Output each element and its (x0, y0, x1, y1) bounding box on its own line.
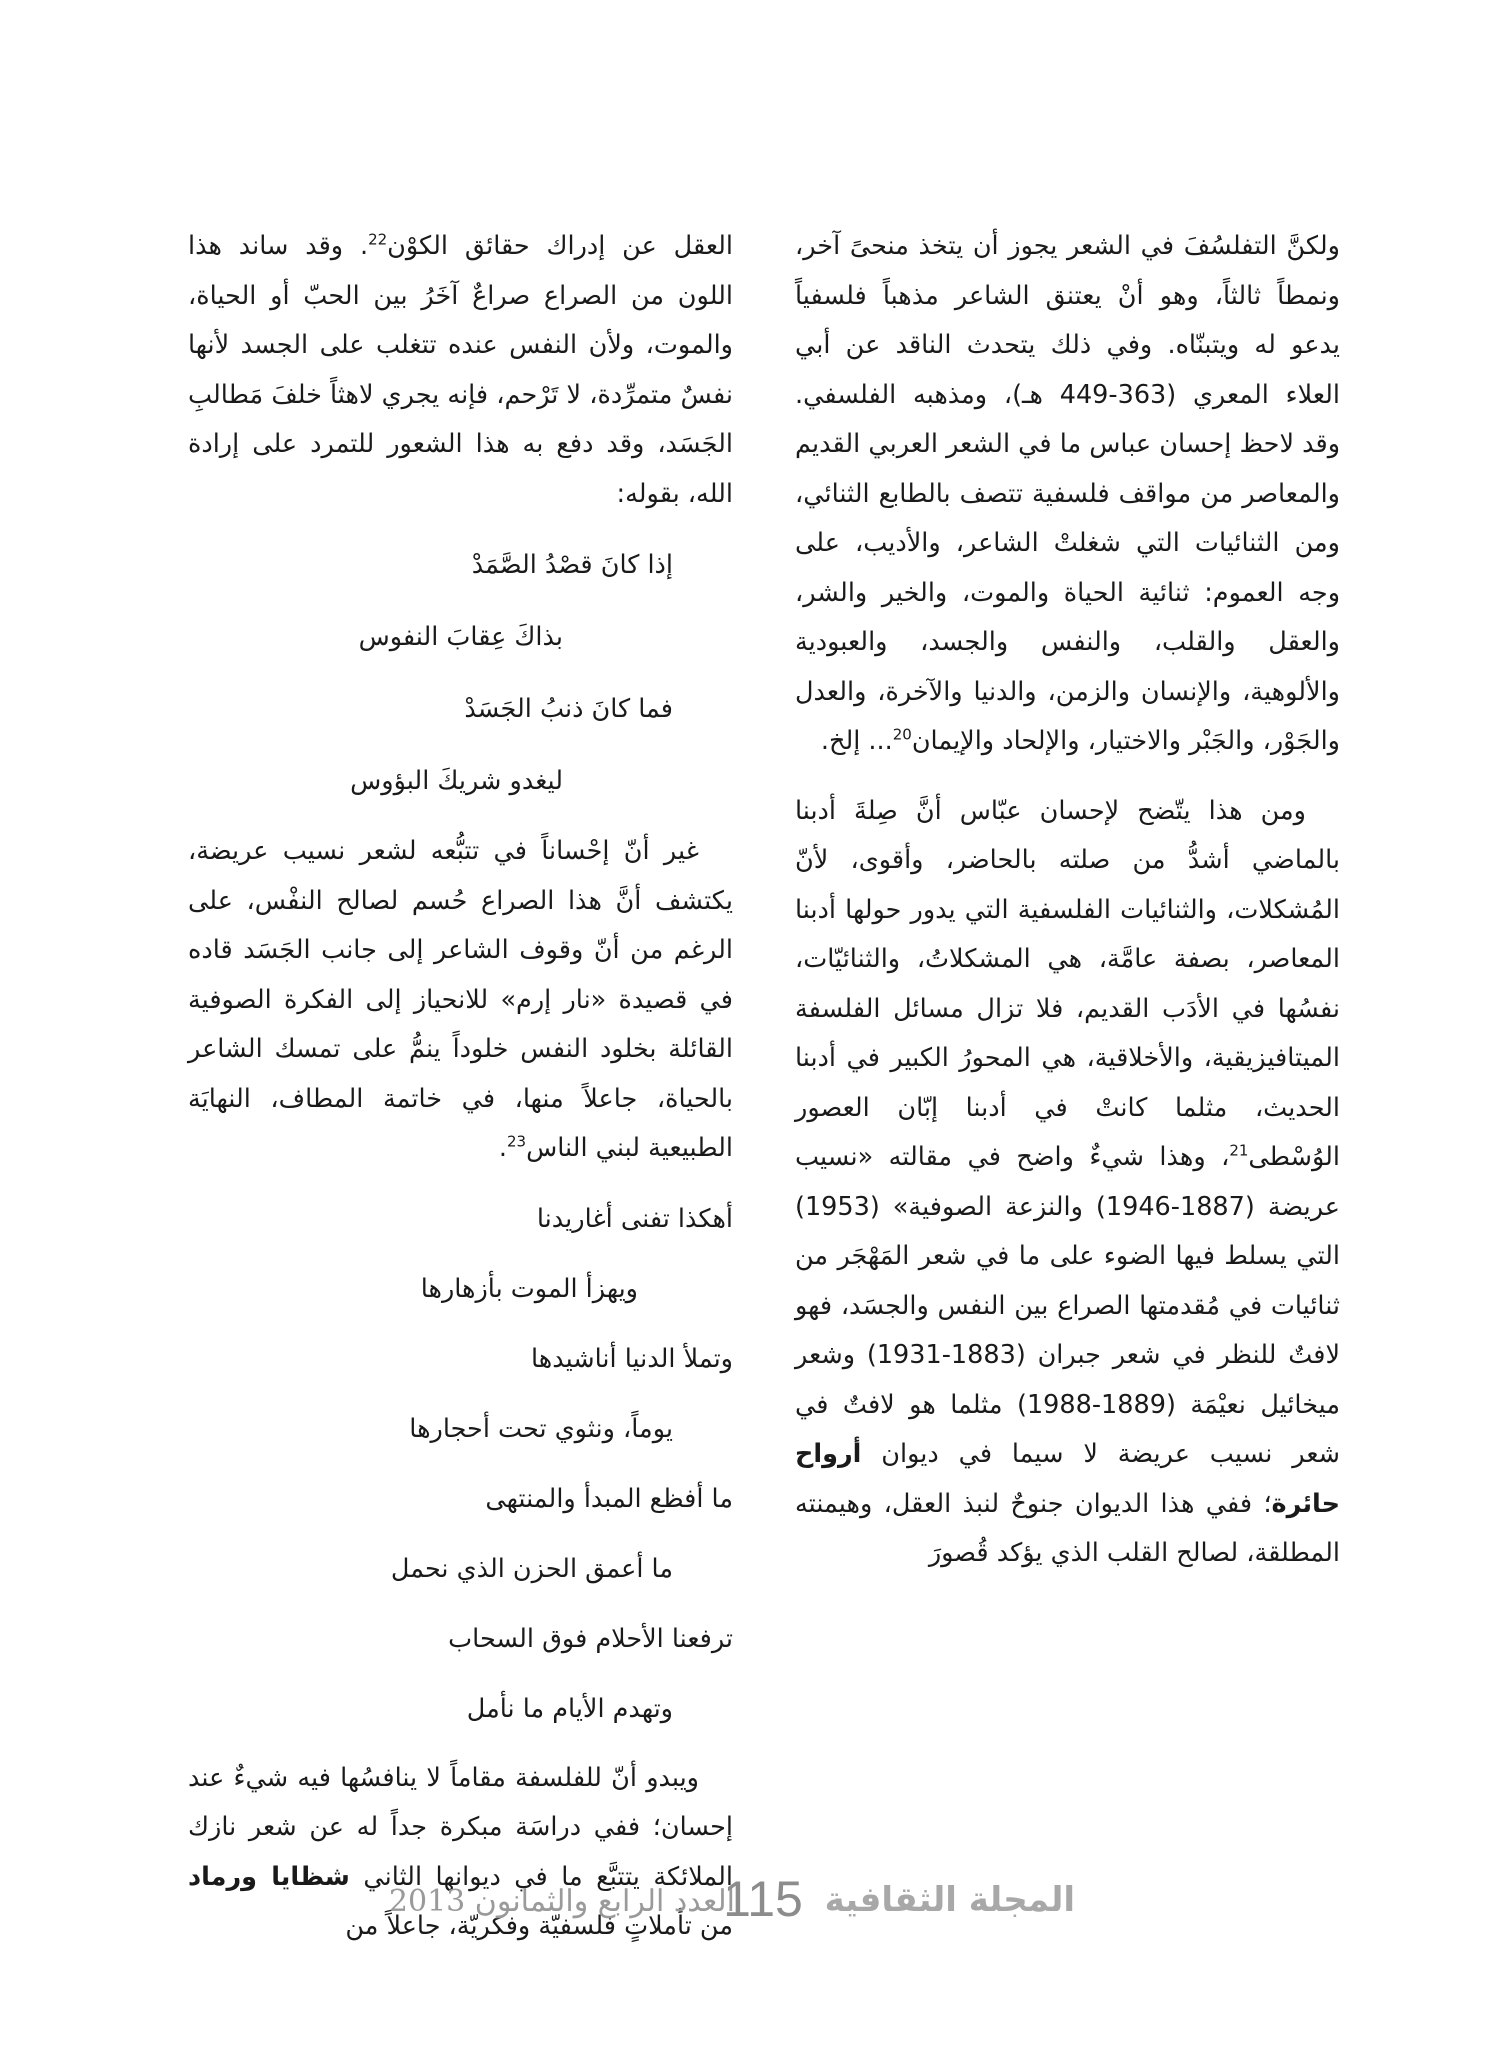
verse-line: بذاكَ عِقابَ النفوس (358, 622, 563, 652)
text-line: اللون من الصراع صراعٌ آخَرُ بين الحبّ أو الحياة، (188, 280, 733, 311)
verse-block-2 (188, 1194, 733, 1734)
paragraph-philosophy-intro (795, 222, 1340, 767)
book-title-arwah-haira: أرواح حائرة (795, 1439, 1340, 1519)
text-line: عريضة، يكتشف أنَّ هذا الصراع حُسم لصالح (188, 836, 733, 916)
text-line: المحورُ الكبير في أدبنا الحديث، مثلما كانتْ (795, 1043, 1341, 1123)
verse-line: إذا كانَ قصْدُ الصَّمَدْ (471, 550, 673, 580)
text-line: عند إحسان؛ ففي دراسَة مبكرة جداً له عن شعر (188, 1762, 733, 1842)
text-line: والموت، ولأن النفس عنده تتغلب على الجسد لأنها (188, 330, 733, 360)
text-line: في أدبنا إبّان العصور الوُسْطى (795, 1092, 1340, 1172)
verse-line: فما كانَ ذنبُ الجَسَدْ (464, 694, 673, 724)
issue-label: العدد الرابع والثمانون 2013 (388, 1884, 735, 1919)
text-line: المُشكلات، والثنائيات الفلسفية التي يدور حولها (845, 894, 1341, 925)
verse-line: ما أعمق الحزن الذي نحمل (390, 1553, 673, 1584)
verse-line: وتملأ الدنيا أناشيدها (531, 1343, 733, 1374)
text-line: ، وهذا شيءٌ (1089, 1142, 1230, 1172)
text-line: للنظر في شعر جبران (1883-1931) وشعر (795, 1340, 1277, 1370)
text-line: إلى الفكرة الصوفية القائلة بخلود النفس خلوداً (188, 984, 734, 1064)
text-line: مُقدمتها الصراع بين النفس والجسَد، فهو لافتٌ (795, 1290, 1340, 1370)
text-line: شغلتْ الشاعر، والأديب، على وجه العموم: ثنائية (795, 528, 1341, 608)
footnote-ref-22: 22 (368, 230, 388, 249)
text-line: من تأملاتٍ فلسفيّة وفكريّة، جاعلاً من (345, 1911, 733, 1941)
verse-line: وتهدم الأيام ما نأمل (466, 1693, 673, 1724)
text-line: والنزعة الصوفية» (1953) التي يسلط فيها (795, 1191, 1341, 1271)
text-line: ولكنَّ التفلسُفَ في الشعر يجوز أن يتخذ منحىً (849, 231, 1340, 261)
text-line: . (498, 1133, 507, 1163)
paragraph-nasib-arida (188, 827, 733, 1174)
text-line: والاختيار، والإلحاد والإيمان (911, 726, 1182, 756)
right-column (795, 222, 1340, 1599)
footnote-ref-20: 20 (892, 725, 912, 744)
text-line: الحياة والموت، والخير والشر، والعقل والقلب، (795, 577, 1340, 657)
book-title-shazaya-wa-ramad: شظايا ورماد (188, 1861, 350, 1892)
verse-line: ترفعنا الأحلام فوق السحاب (448, 1623, 733, 1654)
footnote-ref-21: 21 (1229, 1141, 1249, 1160)
text-line: والنفس والجسد، والعبودية والألوهية، والإنسان (795, 627, 1340, 707)
text-line: الفلسفي. وقد لاحظ إحسان عباس ما في الشعر (795, 379, 1341, 459)
text-line: ومن هذا يتّضح لإحسان عبّاس أنَّ صِلةَ أدبنا (795, 795, 1306, 826)
text-line: جانب الجَسَد قاده في قصيدة «نار إرم» للانحياز (188, 935, 733, 1015)
text-line: فلسفياً يدعو له ويتبنّاه. وفي ذلك يتحدث الناقد (795, 280, 1340, 360)
text-line: نازك الملائكة يتتبَّع ما في ديوانها الثاني (188, 1812, 734, 1892)
text-line: نفسٌ متمرِّدة، لا تَرْحم، فإنه يجري لاهثاً خلفَ (271, 379, 734, 410)
verse-line: ما أفظع المبدأ والمنتهى (485, 1483, 733, 1514)
text-line: خاتمة المطاف، النهايَة الطبيعية لبني الناس (188, 1083, 733, 1163)
verse-line: ويهزأ الموت بأزهارها (420, 1273, 638, 1304)
magazine-logo: المجلة الثقافية (824, 1880, 1075, 1920)
text-line: والثنائيّات، نفسُها في الأدَب القديم، فلا تزال (795, 944, 1340, 1024)
text-line: الضوء على ما في شعر المَهْجَر من ثنائيات في (795, 1241, 1340, 1321)
text-line: العربي القديم والمعاصر من مواقف فلسفية (795, 429, 1340, 509)
text-line: وهيمنته المطلقة، لصالح القلب الذي يؤكد قُصورَ (795, 1488, 1340, 1568)
text-line: على إرادة الله، بقوله: (188, 429, 733, 509)
text-line: ينمُّ على تمسك الشاعر بالحياة، جاعلاً منها، في (188, 1034, 734, 1114)
text-line: في شعر نسيب عريضة لا سيما في ديوان (795, 1389, 1340, 1469)
text-line: العقل عن إدراك حقائق الكوْن (387, 231, 733, 261)
page-footer (0, 1870, 1497, 1930)
text-line: آخر، ونمطاً ثالثاً، وهو أنْ يعتنق الشاعر مذهباً (795, 231, 1340, 311)
text-line: ميخائيل نعيْمَة (1889-1988) مثلما هو لافتٌ (842, 1389, 1341, 1420)
left-column (188, 222, 733, 1972)
text-line: أدبنا المعاصر، بصفة عامَّة، هي المشكلاتُ، (795, 894, 1340, 974)
footnote-ref-23: 23 (507, 1132, 527, 1151)
text-line: ويبدو أنّ للفلسفة مقاماً لا ينافسُها فيه شيءٌ (233, 1762, 699, 1793)
text-line: . وقد ساند هذا (188, 231, 369, 261)
text-line: غير أنّ إحْساناً في تتبُّعه لشعر نسيب (282, 836, 699, 866)
verse-line: أهكذا تفنى أغاريدنا (536, 1203, 733, 1234)
text-line: واضح في مقالته «نسيب عريضة (1887-1946) (795, 1142, 1340, 1222)
text-line: ... إلخ. (820, 726, 893, 756)
verse-line: ليغدو شريكَ البؤوس (350, 766, 563, 796)
text-line: مَطالبِ الجَسَد، وقد دفع به هذا الشعور للتمرد (188, 379, 734, 459)
text-line: والزمن، والدنيا والآخرة، والعدل والجَوْر، والجَبْر (795, 676, 1340, 756)
text-line: النفْس، على الرغم من أنّ وقوف الشاعر إلى (188, 885, 733, 965)
text-line: تتصف بالطابع الثنائي، ومن الثنائيات التي (795, 478, 1341, 558)
verse-block-1 (188, 539, 733, 807)
text-line: عن أبي العلاء المعري (363-449 هـ)، ومذهبه (795, 330, 1340, 410)
text-line: مسائل الفلسفة الميتافيزيقية، والأخلاقية، هي (795, 993, 1340, 1073)
page-number: 115 (723, 1871, 803, 1927)
paragraph-reason-conflict (188, 222, 733, 519)
paragraph-ihsan-abbas (795, 787, 1340, 1579)
text-line: ؛ ففي هذا الديوان جنوحٌ لنبذ العقل، (883, 1488, 1272, 1519)
text-line: بالماضي أشدُّ من صلته بالحاضر، وأقوى، لأنّ (795, 845, 1340, 875)
verse-line: يوماً، ونثوي تحت أحجارها (409, 1413, 673, 1444)
